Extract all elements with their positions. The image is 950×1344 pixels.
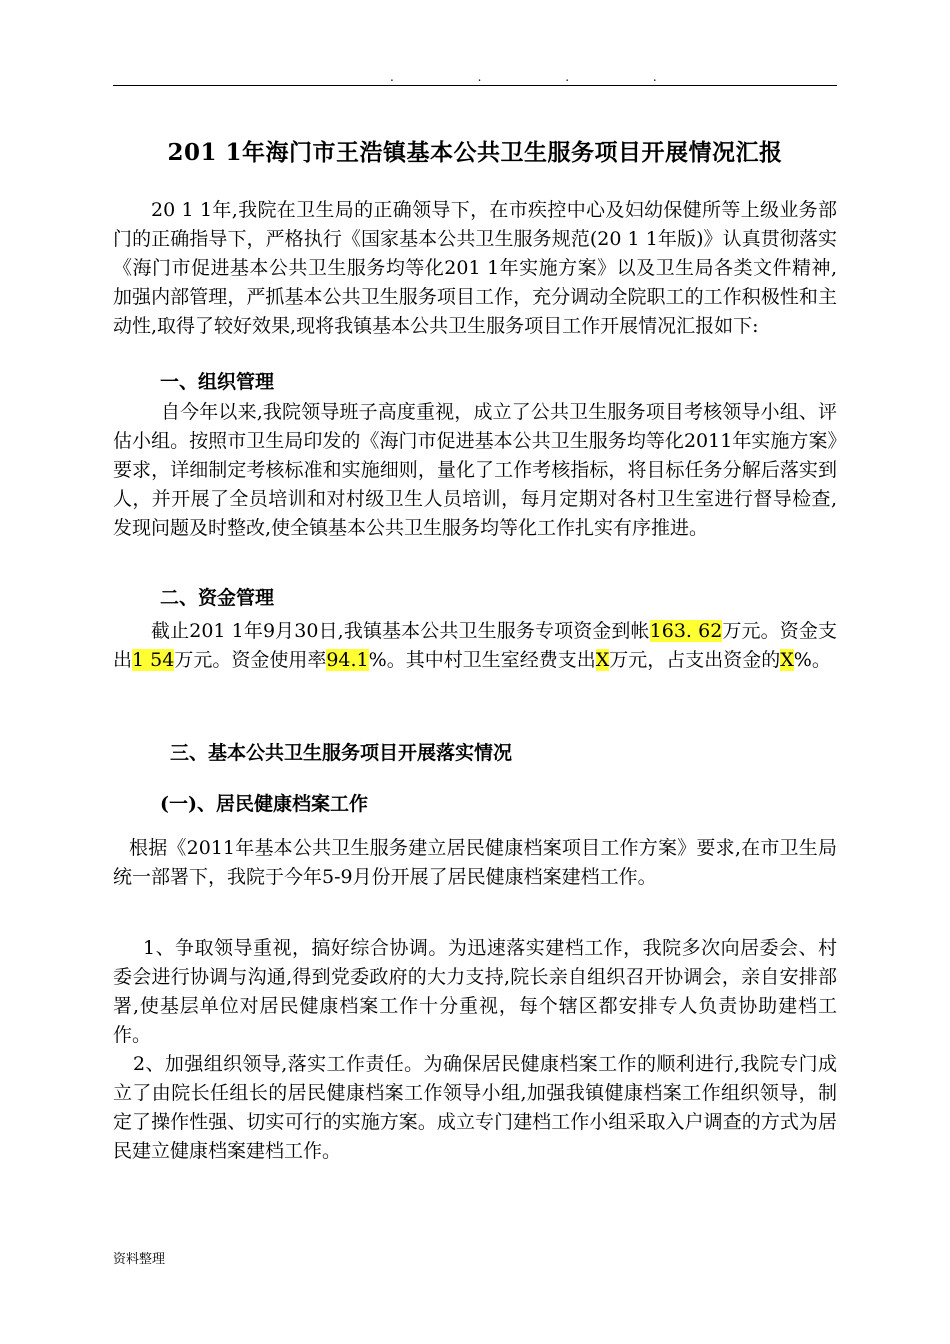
- amount-spent-highlight: 1 54: [132, 649, 175, 671]
- amount-received-highlight: 163. 62: [649, 620, 723, 642]
- funds-text-3: 万元。资金使用率: [174, 649, 327, 671]
- organization-paragraph: 自今年以来,我院领导班子高度重视，成立了公共卫生服务项目考核领导小组、评估小组。按照市卫生局印发的《海门市促进基本公共卫生服务均等化2011年实施方案》要求，详细制定考核标准和实施细则，量化了工作考核指标，将目标任务分解后落实到人，并开展了全员培训和对村级卫生人员培训，每月定期对各村卫生室进行督导检查,发现问题及时整改,使全镇基本公共卫生服务均等化工作扎实有序推进。: [113, 401, 837, 539]
- intro-paragraph: 20 1 1年,我院在卫生局的正确领导下，在市疾控中心及妇幼保健所等上级业务部门的正确指导下，严格执行《国家基本公共卫生服务规范(20 1 1年版)》认真贯彻落实《海门市促进基本公共卫生服务均等化201 1年实施方案》以及卫生局各类文件精神,加强内部管理，严抓基本公共卫生服务项目工作，充分调动全院职工的工作积极性和主动性,取得了较好效果,现将我镇基本公共卫生服务项目工作开展情况汇报如下:: [113, 199, 837, 337]
- section-heading-funds: 二、资金管理: [160, 587, 275, 609]
- section-heading-implementation: 三、基本公共卫生服务项目开展落实情况: [170, 742, 513, 764]
- health-records-item-1: 1、争取领导重视，搞好综合协调。为迅速落实建档工作，我院多次向居委会、村委会进行协调与沟通,得到党委政府的大力支持,院长亲自组织召开协调会，亲自安排部署,使基层单位对居民健康档案工作十分重视，每个辖区都安排专人负责协助建档工作。: [113, 937, 837, 1046]
- footer-label: 资料整理: [113, 1252, 166, 1267]
- funds-paragraph: [113, 617, 837, 675]
- funds-text-1: 截止201 1年9月30日,我镇基本公共卫生服务专项资金到帐: [151, 620, 650, 642]
- subsection-heading-health-records: (一)、居民健康档案工作: [160, 793, 368, 815]
- funds-text-5: 万元，占支出资金的: [609, 649, 781, 671]
- funds-text-2: 万元。资金支出: [113, 620, 837, 671]
- funds-text-6: %。: [793, 649, 831, 671]
- header-rule: [113, 85, 837, 86]
- village-pct-highlight: X: [780, 649, 794, 671]
- village-amount-highlight: X: [595, 649, 610, 671]
- usage-rate-highlight: 94.1: [326, 649, 369, 671]
- section-heading-organization: 一、组织管理: [160, 371, 275, 393]
- health-records-intro: 根据《2011年基本公共卫生服务建立居民健康档案项目工作方案》要求,在市卫生局统一部署下，我院于今年5-9月份开展了居民健康档案建档工作。: [113, 837, 837, 888]
- header-dots: . . . .: [390, 70, 697, 84]
- funds-text-4: %。其中村卫生室经费支出: [368, 649, 596, 671]
- document-title: 201 1年海门市王浩镇基本公共卫生服务项目开展情况汇报: [167, 139, 783, 166]
- health-records-item-2: 2、加强组织领导,落实工作责任。为确保居民健康档案工作的顺利进行,我院专门成立了由院长任组长的居民健康档案工作领导小组,加强我镇健康档案工作组织领导，制定了操作性强、切实可行的实施方案。成立专门建档工作小组采取入户调查的方式为居民建立健康档案建档工作。: [113, 1053, 837, 1162]
